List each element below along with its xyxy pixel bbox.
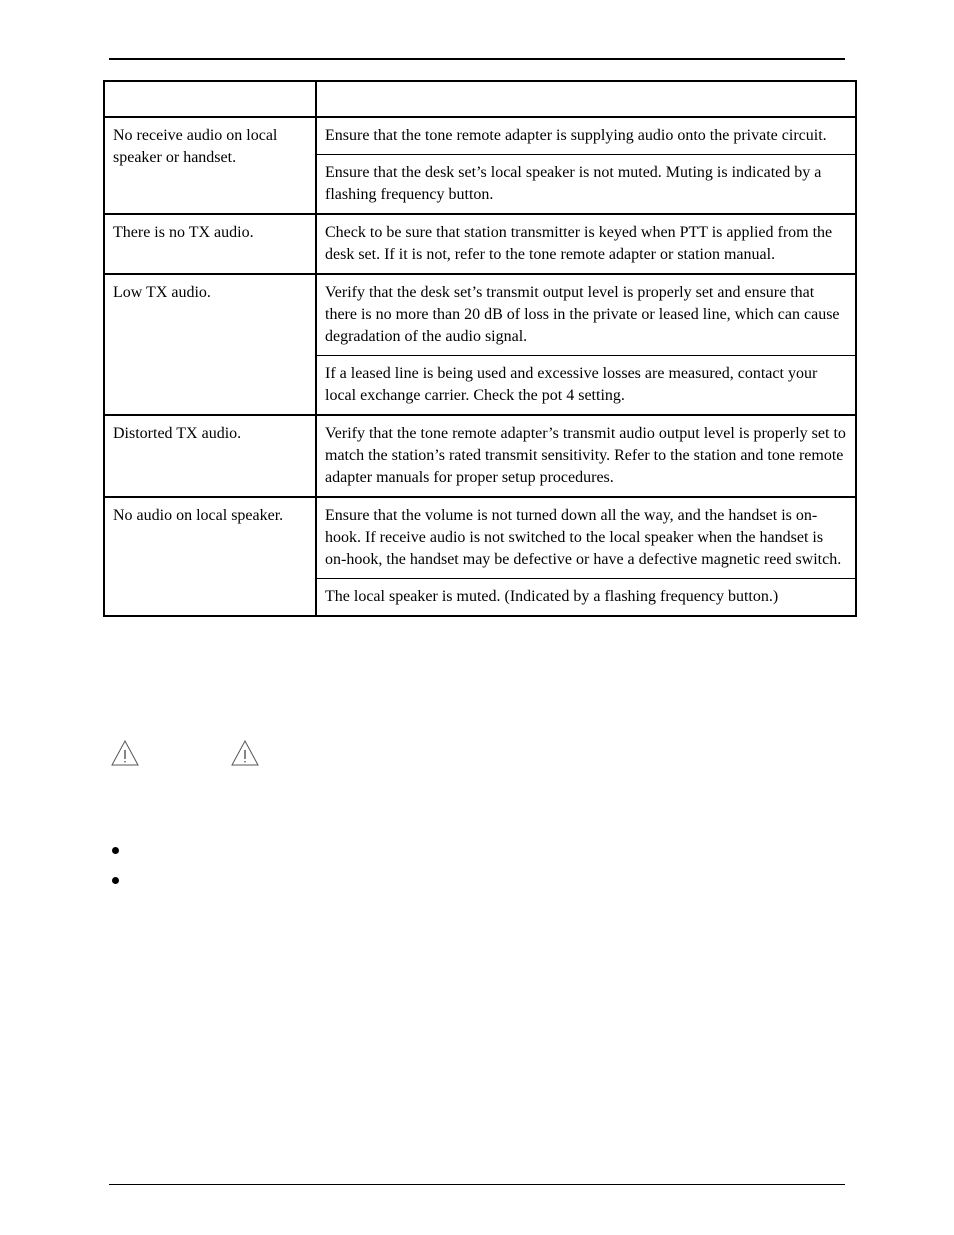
fix-cell: Check to be sure that station transmitter is keyed when PTT is applied from the desk set. If it is not, refer to the tone remote adapter or station manual. xyxy=(316,214,856,274)
bullet-point xyxy=(112,877,119,884)
warning-triangle-icon xyxy=(231,740,259,766)
problem-cell: No audio on local speaker. xyxy=(104,497,316,616)
table-row xyxy=(104,117,856,155)
header-cell-fix xyxy=(316,81,856,117)
fix-cell: If a leased line is being used and excessive losses are measured, contact your local exchange carrier. Check the pot 4 setting. xyxy=(316,356,856,416)
header-cell-problem xyxy=(104,81,316,117)
table-row xyxy=(104,214,856,274)
fix-cell: Ensure that the volume is not turned down all the way, and the handset is on-hook. If receive audio is not switched to the local speaker when the handset is on-hook, the handset may be defective or have a defective magnetic reed switch. xyxy=(316,497,856,579)
fix-cell: Verify that the desk set’s transmit output level is properly set and ensure that there is no more than 20 dB of loss in the private or leased line, which can cause degradation of the audio signal. xyxy=(316,274,856,356)
table-row xyxy=(104,415,856,497)
fix-cell: The local speaker is muted. (Indicated by a flashing frequency button.) xyxy=(316,579,856,617)
table-row xyxy=(104,274,856,356)
header-rule xyxy=(109,58,845,60)
problem-cell: Low TX audio. xyxy=(104,274,316,415)
table-header-row xyxy=(104,81,856,117)
bullet-point xyxy=(112,847,119,854)
warning-triangle-icon xyxy=(111,740,139,766)
problem-cell: Distorted TX audio. xyxy=(104,415,316,497)
fix-cell: Ensure that the tone remote adapter is supplying audio onto the private circuit. xyxy=(316,117,856,155)
problem-cell: No receive audio on local speaker or handset. xyxy=(104,117,316,214)
troubleshooting-table xyxy=(103,80,857,617)
fix-cell: Ensure that the desk set’s local speaker is not muted. Muting is indicated by a flashing frequency button. xyxy=(316,155,856,215)
footer-rule xyxy=(109,1184,845,1185)
problem-cell: There is no TX audio. xyxy=(104,214,316,274)
fix-cell: Verify that the tone remote adapter’s transmit audio output level is properly set to match the station’s rated transmit sensitivity. Refer to the station and tone remote adapter manuals for proper setup procedures. xyxy=(316,415,856,497)
table-row xyxy=(104,497,856,579)
